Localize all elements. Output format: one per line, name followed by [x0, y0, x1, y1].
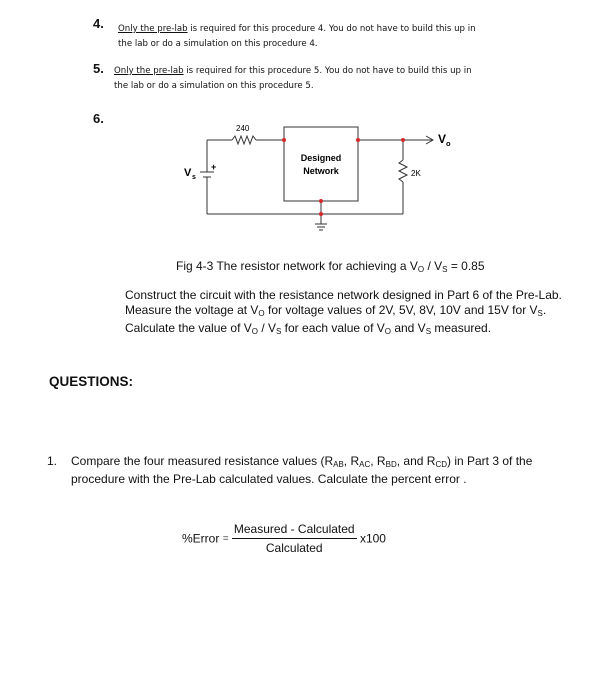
instructions-paragraph: Construct the circuit with the resistance network designed in Part 6 of the Pre-Lab. Measure the voltage at $V_O$ for voltage values of 2V, 5V, 8V, 10V and 15V for $V_S$. Calculate the value of $V_O / V_S$ for each value of $V_O$ and $V_S$ measured.	[125, 288, 562, 336]
formula-multiplier: x100	[359, 531, 386, 546]
network-label-2: Network	[303, 166, 339, 176]
vs-label: V	[184, 167, 192, 179]
item-5-line1: is required for this procedure 5. You do not have to build this up in	[183, 66, 472, 76]
network-box	[284, 127, 358, 201]
item-6-number: 6.	[93, 111, 104, 126]
formula-fraction	[232, 522, 357, 556]
battery-plus: +	[211, 162, 217, 172]
vo-label: V	[438, 132, 447, 146]
instructions-line1: Construct the circuit with the resistance network designed in Part 6 of the Pre-Lab.	[125, 288, 562, 302]
resistor-240	[232, 136, 256, 144]
node-ground	[319, 212, 323, 216]
resistor-2k-label: 2K	[411, 169, 421, 178]
vo-sub: o	[446, 139, 451, 148]
network-label-1: Designed	[300, 153, 342, 163]
node-output	[401, 138, 405, 142]
item-4-number: 4.	[93, 16, 104, 31]
item-5-line2: the lab or do a simulation on this procedure 5.	[114, 81, 314, 91]
formula-lhs: %Error	[182, 531, 220, 546]
item-4-underlined: Only the pre-lab	[118, 24, 188, 34]
item-5-number: 5.	[93, 61, 104, 76]
resistor-240-label: 240	[236, 124, 250, 133]
item-5-underlined: Only the pre-lab	[114, 66, 184, 76]
item-4-line2: the lab or do a simulation on this procedure 4.	[118, 39, 318, 49]
formula-equals: =	[222, 533, 229, 545]
formula-numerator: Measured - Calculated	[232, 522, 357, 539]
resistor-2k	[399, 160, 407, 182]
question-1-text: Compare the four measured resistance values ($R_{AB}$, $R_{AC}$, $R_{BD}$, and $R_{CD}$) in Part 3 of the procedure with the Pre-Lab calculated values. Calculate the percent error .	[71, 454, 533, 486]
node-network-input	[282, 138, 286, 142]
vs-sub: s	[192, 174, 196, 181]
percent-error-formula	[182, 522, 386, 556]
figure-caption: Fig 4-3 The resistor network for achieving a $V_O / V_S = 0.85$	[176, 259, 485, 274]
node-network-ground	[319, 199, 323, 203]
node-network-output	[356, 138, 360, 142]
questions-heading: QUESTIONS:	[49, 374, 134, 389]
question-1-number: 1.	[47, 454, 58, 468]
item-4-line1: is required for this procedure 4. You do not have to build this up in	[187, 24, 476, 34]
formula-denominator: Calculated	[265, 541, 323, 555]
